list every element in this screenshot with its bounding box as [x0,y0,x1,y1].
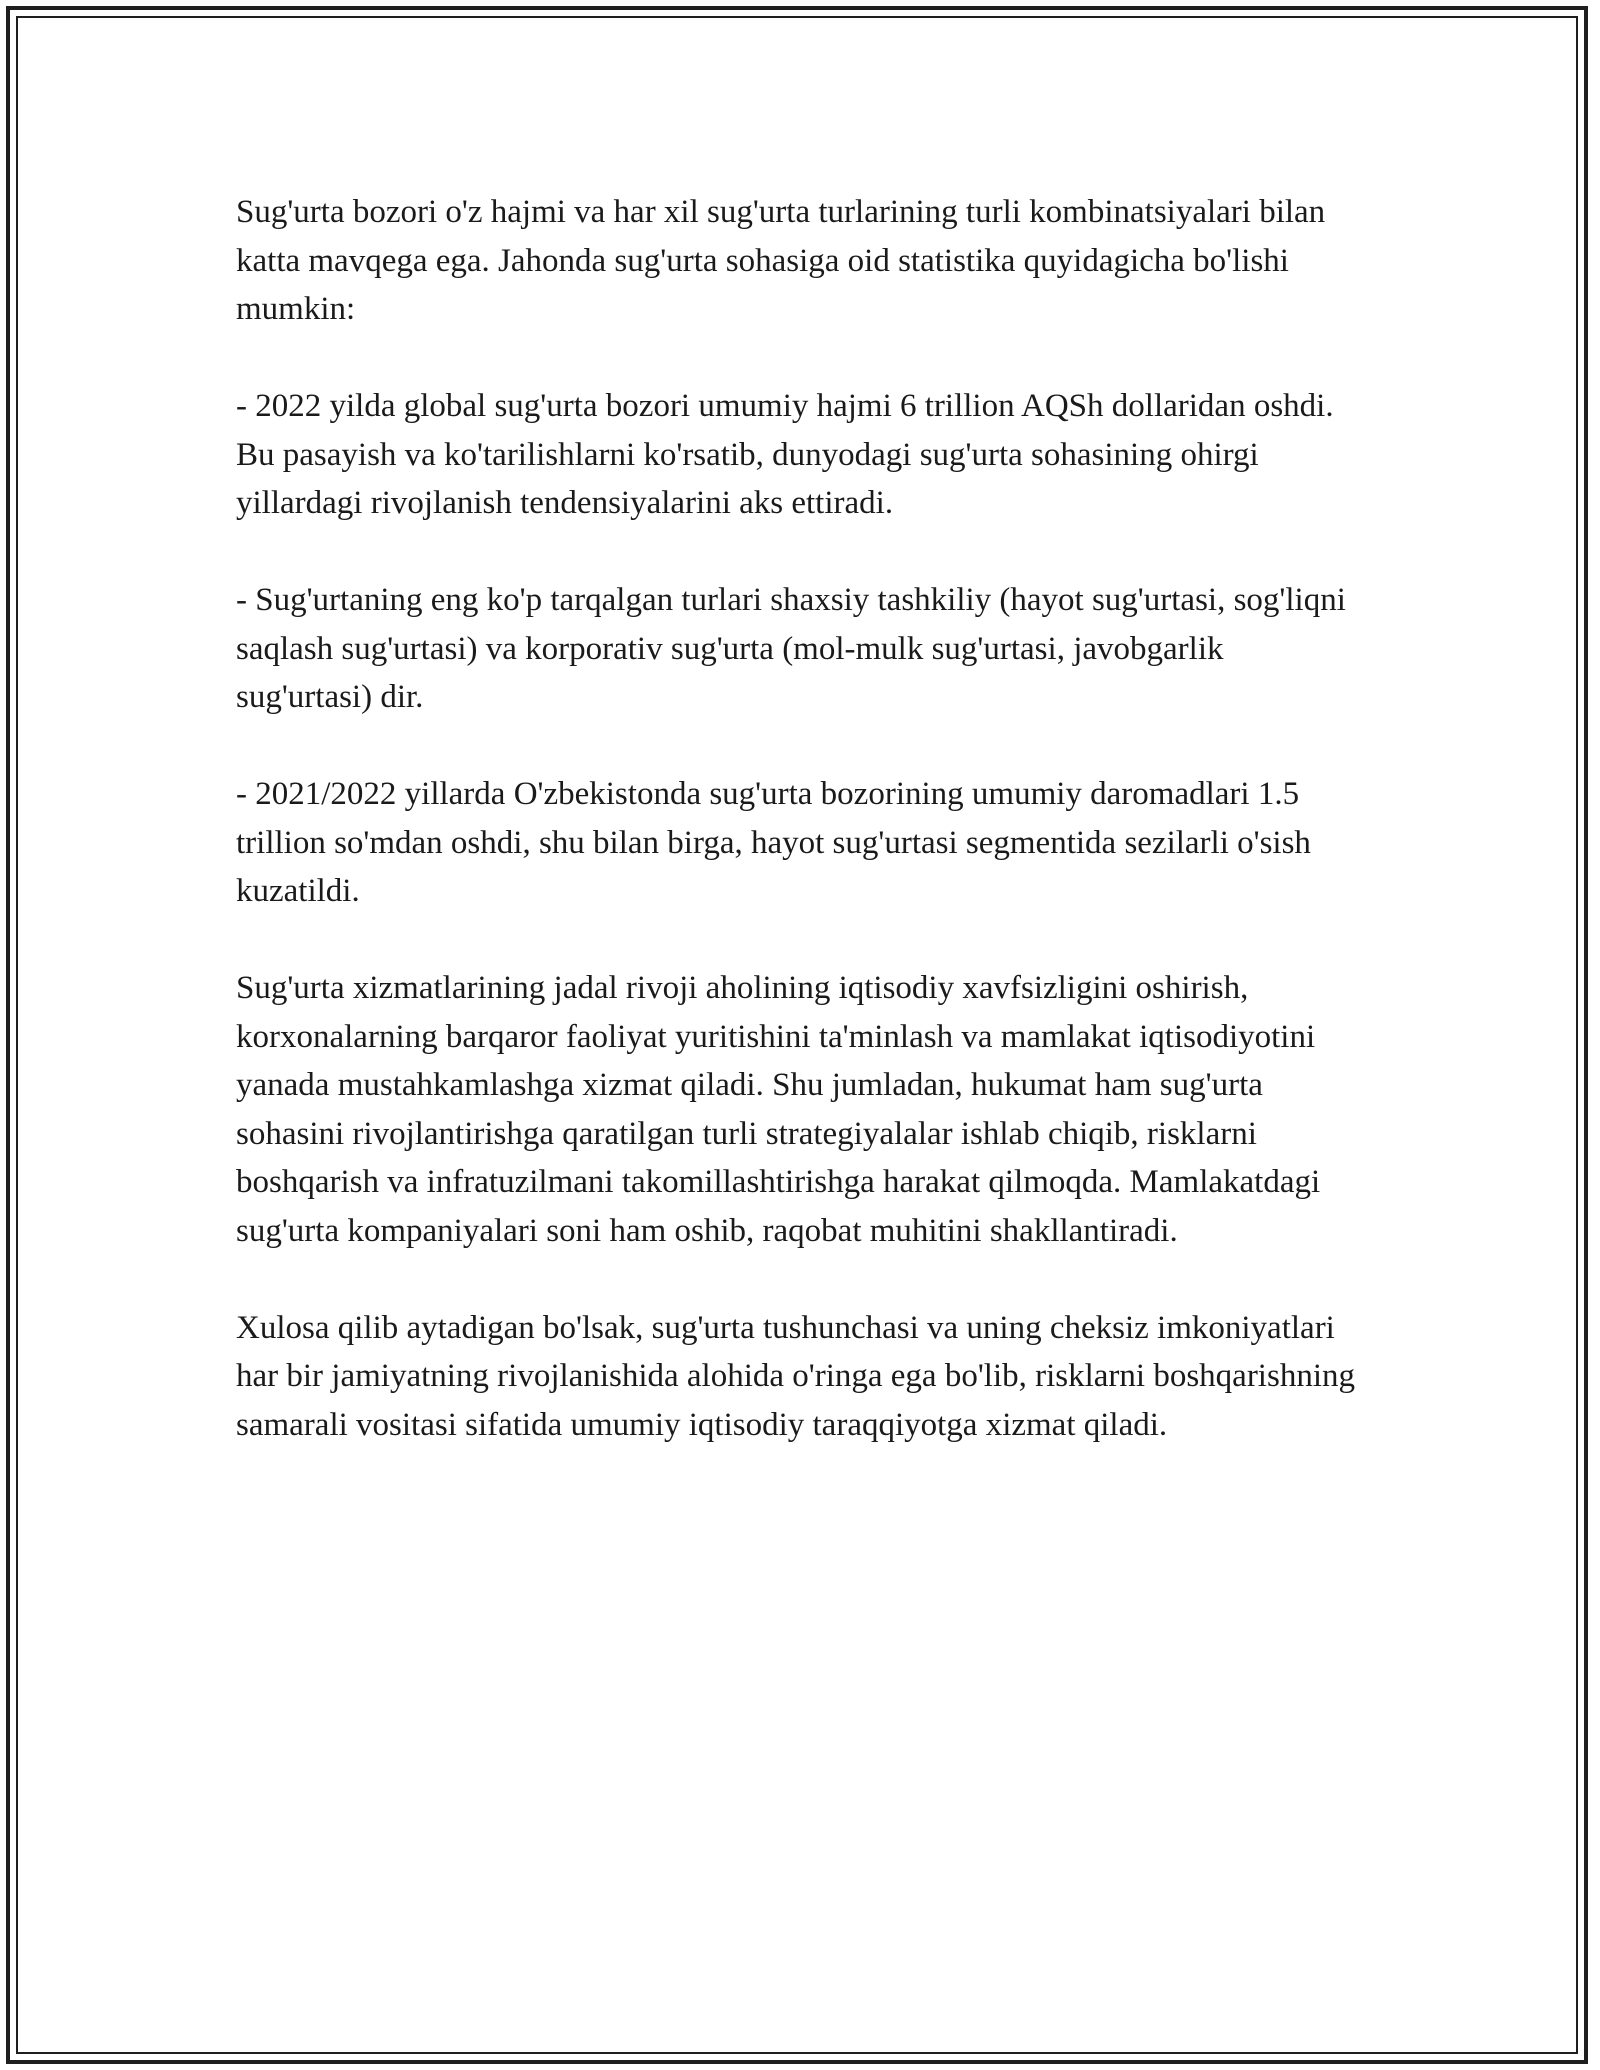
paragraph-insurance-types: - Sug'urtaning eng ko'p tarqalgan turlari shaxsiy tashkiliy (hayot sug'urtasi, sog'liqni saqlash sug'urtasi) va korporativ sug'urta (mol-mulk sug'urtasi, javobgarlik sug'urtasi) dir. [236,582,1346,715]
paragraph-intro: Sug'urta bozori o'z hajmi va har xil sug'urta turlarining turli kombinatsiyalari bilan katta mavqega ega. Jahonda sug'urta sohasiga oid statistika quyidagicha bo'lishi mumkin: [236,194,1326,327]
paragraph-uzbekistan-revenue: - 2021/2022 yillarda O'zbekistonda sug'urta bozorining umumiy daromadlari 1.5 trillion so'mdan oshdi, shu bilan birga, hayot sug'urtasi segmentida sezilarli o'sish kuzatildi. [236,776,1311,909]
paragraph-conclusion: Xulosa qilib aytadigan bo'lsak, sug'urta tushunchasi va uning cheksiz imkoniyatlari har bir jamiyatning rivojlanishida alohida o'ringa ega bo'lib, risklarni boshqarishning samarali vositasi sifatida umumiy iqtisodiy taraqqiyotga xizmat qiladi. [236,1309,1355,1443]
document-body [236,188,1366,1498]
paragraph-global-market: - 2022 yilda global sug'urta bozori umumiy hajmi 6 trillion AQSh dollaridan oshdi. Bu pasayish va ko'tarilishlarni ko'rsatib, dunyodagi sug'urta sohasining ohirgi yillardagi rivojlanish tendensiyalarini aks ettiradi. [236,388,1334,521]
paragraph-development: Sug'urta xizmatlarining jadal rivoji aholining iqtisodiy xavfsizligini oshirish, korxonalarning barqaror faoliyat yuritishini ta'minlash va mamlakat iqtisodiyotini yanada mustahkamlashga xizmat qiladi. Shu jumladan, hukumat ham sug'urta sohasini rivojlantirishga qaratilgan turli strategiyalalar ishlab chiqib, risklarni boshqarish va infratuzilmani takomillashtirishga harakat qilmoqda. Mamlakatdagi sug'urta kompaniyalari soni ham oshib, raqobat muhitini shakllantiradi. [236,970,1321,1249]
